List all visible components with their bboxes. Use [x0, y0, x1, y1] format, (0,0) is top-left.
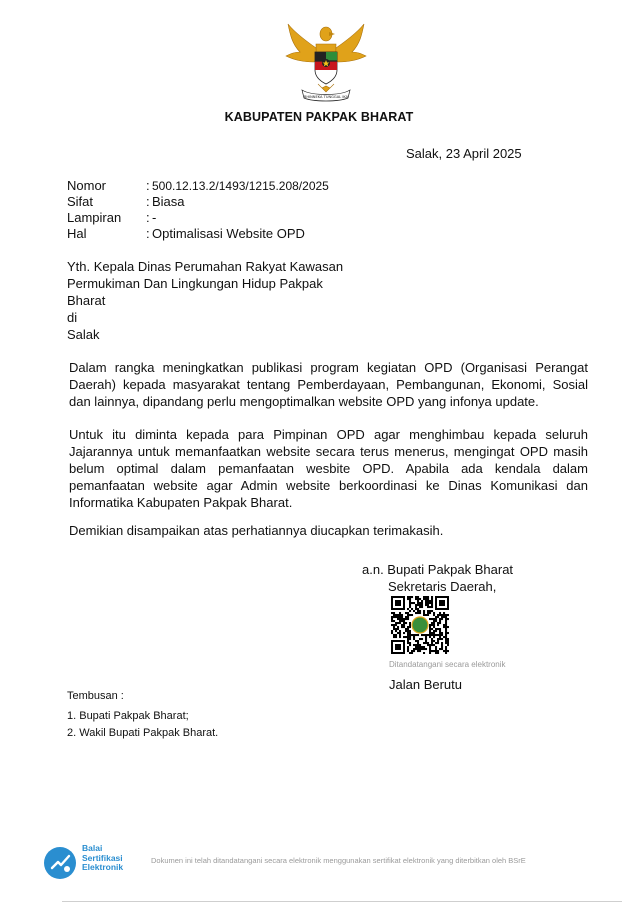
signed-electronically-note: Ditandatangani secara elektronik [389, 660, 506, 669]
emblem-motto: BHINNEKA TUNGGAL IKA [303, 95, 349, 99]
meta-value: Optimalisasi Website OPD [152, 226, 305, 241]
place-date: Salak, 23 April 2025 [406, 146, 522, 161]
meta-separator: : [146, 226, 150, 241]
body-paragraph-2: Untuk itu diminta kepada para Pimpinan OPD agar menghimbau kepada seluruh Jajarannya untuk memanfaatkan website secara terus menerus, mengingat OPD masih belum optimal dalam pemanfaatan wesbite OPD. Apabila ada kendala dalam pemanfaatan website agar Admin website berkoordinasi ke Dinas Komunikasi dan Informatika Kabupaten Pakpak Bharat. [69, 427, 588, 510]
meta-value: 500.12.13.2/1493/1215.208/2025 [152, 179, 329, 193]
bsre-line: Sertifikasi [82, 852, 123, 863]
recipient-line: Yth. Kepala Dinas Perumahan Rakyat Kawasan [67, 259, 344, 274]
organization-name: KABUPATEN PAKPAK BHARAT [224, 110, 414, 124]
meta-separator: : [146, 210, 150, 225]
recipient-line: Bharat [67, 293, 106, 308]
copies-item: 1. Bupati Pakpak Bharat; [67, 710, 189, 722]
bsre-logo-icon [43, 846, 77, 880]
recipient-block [67, 258, 343, 343]
signature-title-2: Sekretaris Daerah, [388, 579, 497, 594]
garuda-emblem [282, 22, 370, 104]
meta-label: Sifat [67, 194, 94, 209]
body-paragraph-3: Demikian disampaikan atas perhatiannya diucapkan terimakasih. [69, 523, 444, 538]
copies-item: 2. Wakil Bupati Pakpak Bharat. [67, 727, 219, 739]
recipient-line: Salak [67, 327, 100, 342]
meta-value: Biasa [152, 194, 185, 209]
bsre-wordmark [82, 844, 123, 873]
body-paragraph-1: Dalam rangka meningkatkan publikasi program kegiatan OPD (Organisasi Perangat Daerah) kepada masyarakat tentang Pemberdayaan, Pembangunan, Ekonomi, Sosial dan lainnya, dipandang perlu mengoptimalkan website OPD yang infonya update. [69, 360, 588, 409]
recipient-line: Permukiman Dan Lingkungan Hidup Pakpak [67, 276, 323, 291]
signature-title-1: a.n. Bupati Pakpak Bharat [362, 562, 514, 577]
copies-title: Tembusan : [67, 690, 124, 702]
meta-label: Nomor [67, 178, 107, 193]
recipient-line: di [67, 310, 78, 325]
bsre-line: Elektronik [82, 862, 124, 872]
qr-center-logo-icon [412, 617, 428, 633]
footer-note: Dokumen ini telah ditandatangani secara elektronik menggunakan sertifikat elektronik yang diterbitkan oleh BSrE [151, 856, 526, 865]
meta-separator: : [146, 178, 150, 193]
signature-block [362, 561, 513, 595]
meta-separator: : [146, 194, 150, 209]
meta-value: - [152, 210, 157, 225]
meta-label: Hal [67, 226, 87, 241]
meta-label: Lampiran [67, 210, 122, 225]
bsre-line: Balai [82, 843, 103, 853]
qr-code-signature [391, 596, 449, 654]
signer-name: Jalan Berutu [389, 677, 462, 692]
